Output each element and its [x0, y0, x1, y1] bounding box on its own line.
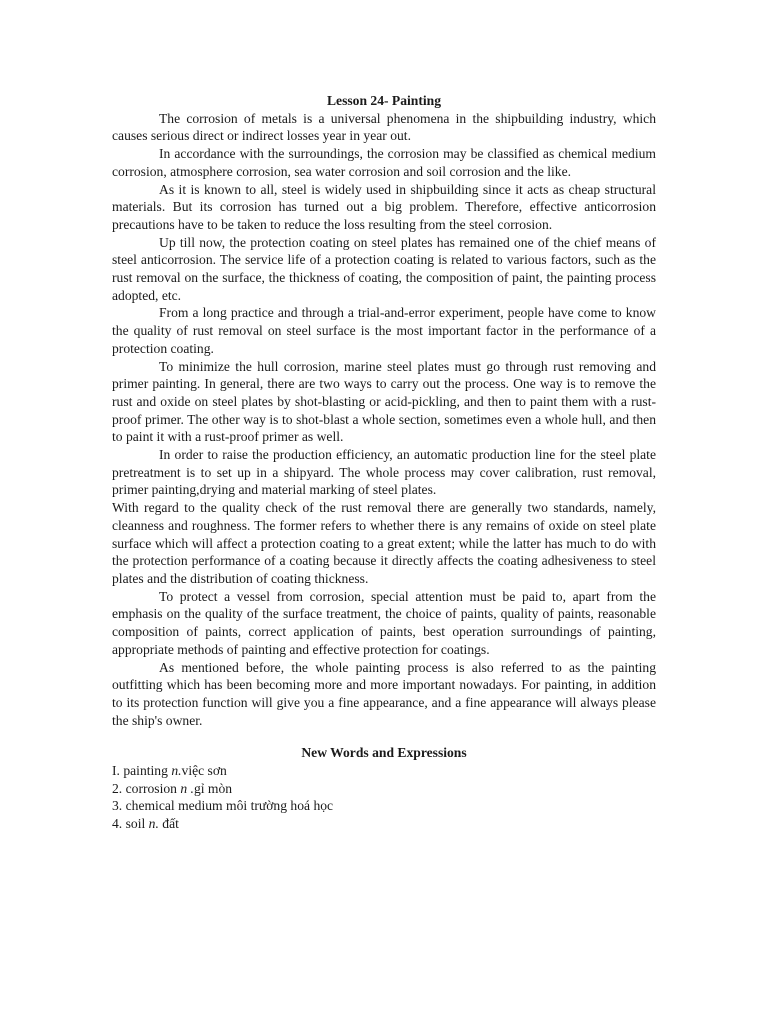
item-word: corrosion — [125, 780, 177, 796]
lesson-title: Lesson 24- Painting — [326, 93, 442, 108]
item-pos: n . — [180, 780, 194, 796]
paragraph: In order to raise the production efficiency, an automatic production line for the steel plate pretreatment is to set up in a shipyard. The whole process may cover calibration, rust removal, primer painting,drying and material marking of steel plates. — [112, 447, 656, 498]
item-pos: n. — [171, 763, 182, 779]
paragraph: The corrosion of metals is a universal phenomena in the shipbuilding industry, which causes serious direct or indirect losses year in year out. — [112, 110, 656, 144]
paragraph: To protect a vessel from corrosion, special attention must be paid to, apart from the emphasis on the quality of the surface treatment, the choice of paints, quality of paints, reasonable composition of paints, correct application of paints, best operation surroundings of painting, appropriate methods of painting and effective protection for coatings. — [112, 588, 656, 657]
item-meaning: môi trường hoá học — [226, 798, 334, 814]
item-word: soil — [125, 816, 146, 832]
paragraph: To minimize the hull corrosion, marine steel plates must go through rust removing and primer painting. In general, there are two ways to carry out the process. One way is to remove the rust and oxide on steel plates by shot-blasting or acid-pickling, and then to paint them with a rust-proof primer. The other way is to shot-blast a whole section, sometimes even a whole hull, and then to paint it with a rust-proof primer as well. — [112, 358, 656, 445]
item-meaning: việc sơn — [181, 763, 227, 779]
item-number: 4. — [112, 816, 123, 832]
item-number: 2. — [112, 780, 123, 796]
item-meaning: gỉ mòn — [193, 780, 233, 796]
item-word: painting — [123, 763, 168, 779]
item-meaning: đất — [162, 816, 179, 832]
paragraph: As mentioned before, the whole painting process is also referred to as the painting outfitting which has been becoming more and more important nowadays. For painting, in addition to its protection function will give you a fine appearance, and a fine appearance will always please the ship's owner. — [112, 659, 656, 728]
item-number: I. — [112, 763, 120, 779]
document-page — [112, 92, 656, 833]
vocabulary-item — [112, 815, 656, 833]
new-words-heading: New Words and Expressions — [301, 745, 467, 761]
item-pos: n. — [148, 816, 159, 832]
item-word: chemical medium — [125, 798, 223, 814]
vocabulary-list — [112, 762, 656, 833]
paragraph: In accordance with the surroundings, the corrosion may be classified as chemical medium corrosion, atmosphere corrosion, sea water corrosion and soil corrosion and the like. — [112, 146, 656, 179]
lesson-body — [112, 110, 656, 730]
paragraph: With regard to the quality check of the rust removal there are generally two standards, namely, cleanness and roughness. The former refers to whether there is any remains of oxide on steel plate surface which will affect a protection coating to a great extent; while the latter has much to do with the protection performance of a coating because it directly affects the coating adhesiveness to steel plates and the distribution of coating thickness. — [112, 500, 656, 586]
vocabulary-item — [112, 762, 656, 780]
paragraph: Up till now, the protection coating on steel plates has remained one of the chief means of steel anticorrosion. The service life of a protection coating is related to various factors, such as the rust removal on the surface, the thickness of coating, the composition of paint, the painting process adopted, etc. — [112, 234, 656, 303]
item-number: 3. — [112, 798, 123, 814]
paragraph: From a long practice and through a trial-and-error experiment, people have come to know the quality of rust removal on steel surface is the most important factor in the performance of a protection coating. — [112, 305, 656, 356]
vocabulary-item — [112, 797, 656, 815]
paragraph: As it is known to all, steel is widely used in shipbuilding since it acts as cheap structural materials. But its corrosion has turned out a big problem. Therefore, effective anticorrosion precautions have to be taken to reduce the loss resulting from the steel corrosion. — [112, 181, 656, 232]
vocabulary-item — [112, 780, 656, 798]
